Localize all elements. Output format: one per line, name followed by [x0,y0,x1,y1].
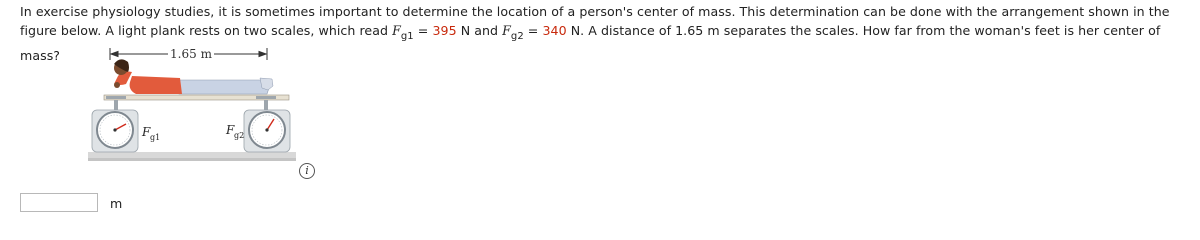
force-2-symbol: $F_{g2}$ [502,23,524,42]
distance-label: 1.65 m [170,47,212,61]
problem-text-intro: In exercise physiology studies, it is sometimes important to determine the location of a person's center of mass. This determination can be done with the arrangement shown in the figure below. A light plank rests on two scales, which read [20,4,1170,38]
svg-text:F: F [226,123,235,137]
force-1-value: 395 [432,23,457,38]
svg-text:g2: g2 [234,131,245,140]
svg-text:g1: g1 [150,133,161,142]
force-2-value: 340 [542,23,567,38]
info-icon[interactable]: i [299,163,315,179]
floor-edge [88,158,296,161]
problem-text-question: N. A distance of 1.65 m separates the scales. How far from the woman's feet is her center of mass? [20,23,1161,63]
unit-text: N and [456,23,503,38]
answer-unit: m [110,196,123,211]
woman-figure [114,59,273,94]
answer-input[interactable] [20,193,98,212]
figure-woman-on-scales [84,40,324,180]
scale-right-label [225,123,244,140]
svg-text:F: F [142,125,151,139]
scale-left [92,110,138,152]
force-1-symbol: $F_{g1}$ [392,23,414,42]
scale-right [244,110,290,152]
scale-left-label [141,125,160,142]
figure-illustration [84,40,324,180]
equals-sign: = [413,23,433,38]
equals-sign: = [523,23,543,38]
